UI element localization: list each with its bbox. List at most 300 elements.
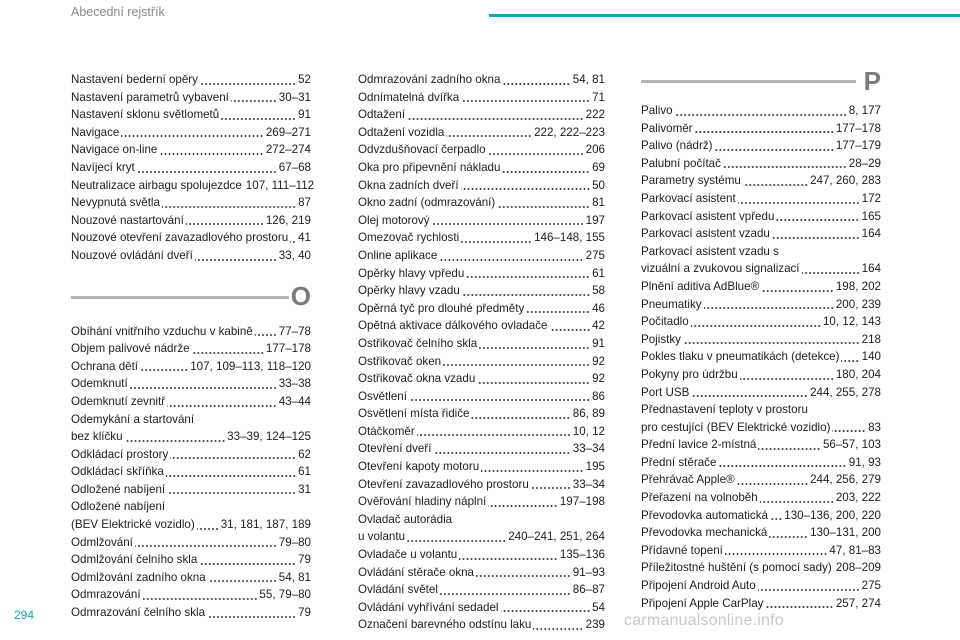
index-entry-pages: 218 [861,332,881,346]
dot-leader [255,333,277,337]
index-entry [641,419,881,437]
index-entry-label: Parkovací asistent vpředu [641,209,775,223]
index-entry-pages: 41 [298,231,311,245]
index-entry-label: Plnění aditiva AdBlue® [641,279,760,293]
dot-leader [743,183,808,187]
section-header-o [71,279,311,323]
section-rule [71,296,289,299]
index-entry-heading: Ovladač autorádia [358,512,453,526]
index-entry-pages: 10, 12, 143 [822,315,881,329]
index-entry-pages: 86 [592,389,605,403]
dot-leader [197,527,219,531]
index-entry [641,471,881,489]
index-entry-pages: 126, 219 [265,213,311,227]
index-entry-label: Odemknutí [71,377,128,391]
index-entry-label: Odtažení [358,108,406,122]
index-entry-label: Nastavení parametrů vybavení [71,90,229,104]
index-entry-label: Opěrná tyč pro dlouhé předměty [358,301,525,315]
dot-leader [533,627,583,631]
dot-leader [695,130,834,134]
index-entry-pages: 62 [298,447,311,461]
header-accent-bar [489,14,960,17]
index-entry-pages: 269–271 [265,125,311,139]
index-entry-label: Pojistky [641,332,681,346]
index-entry [641,436,881,454]
dot-leader [477,381,590,385]
index-entry-label: Odkládací skříňka [71,465,164,479]
index-entry-label: Nastavení bederní opěry [71,73,198,86]
dot-leader [162,205,296,209]
index-entry [71,551,311,569]
dot-leader [432,222,584,226]
index-entry-label: Odnímatelná dvířka [358,90,460,104]
index-entry-pages: 61 [592,266,605,280]
index-entry-pages: 86, 89 [572,407,605,421]
index-entry-label: Parkovací asistent vzadu [641,227,770,241]
index-entry-label: Odložené nabíjení [71,482,166,496]
index-entry-label: vizuální a zvukovou signalizací [641,262,800,276]
index-entry-pages: 198, 202 [835,279,881,293]
index-entry-label: Připojení Apple CarPlay [641,596,764,610]
index-entry-label: bez klíčku [71,430,123,444]
index-entry-label: Parkovací asistent [641,191,736,205]
index-entry [71,106,311,124]
section-header-p [641,66,881,100]
index-entry-label: Odmlžování zadního okna [71,570,206,584]
index-list-o [71,323,311,622]
dot-leader [439,258,583,262]
index-entry-pages: 197 [585,213,605,227]
index-entry [641,102,881,120]
index-entry [71,229,311,247]
index-entry-pages: 257, 274 [835,596,881,610]
index-entry [358,265,605,283]
index-entry-label: Příležitostné huštění (s pomocí sady) [641,561,832,575]
index-entry-heading: Odemykání a startování [71,412,195,426]
index-entry-pages: 222 [585,108,605,122]
index-entry-label: Ovládání vyhřívání sedadel [358,600,499,614]
index-list-n [71,71,315,265]
index-entry-pages: 46 [592,301,605,315]
index-entry-label: Přehrávač Apple® [641,473,735,487]
index-entry-label: Neutralizace airbagu spolujezdce [71,178,242,192]
index-entry [71,534,311,552]
index-entry [358,247,605,265]
index-entry-pages: 33–34 [572,442,605,456]
index-entry-pages: 33–39, 124–125 [227,430,311,444]
index-entry [358,89,605,107]
index-entry-label: Port USB [641,385,690,399]
index-entry [358,71,605,89]
dot-leader [758,447,821,451]
index-entry-label: Otevření dveří [358,442,432,456]
index-entry-pages: 164 [861,227,881,241]
index-entry-label: Otevření kapoty motoru [358,460,480,474]
index-entry-pages: 244, 256, 279 [810,473,881,487]
dot-leader [290,240,296,244]
index-entry-label: Odmlžování čelního skla [71,553,198,567]
index-entry-pages: 54, 81 [278,570,311,584]
index-entry-label: Parametry systému [641,174,741,188]
index-entry [358,300,605,318]
index-entry-pages: 69 [592,160,605,174]
index-entry [71,71,311,89]
dot-leader [167,491,296,495]
dot-leader [723,165,847,169]
dot-leader [715,148,834,152]
index-entry [71,586,311,604]
index-entry [358,528,605,546]
dot-leader [166,474,296,478]
index-entry [358,124,605,142]
dot-leader [479,346,590,350]
index-entry-pages: 81 [592,196,605,210]
index-entry-pages: 177–178 [835,121,881,135]
index-entry-pages: 91, 93 [848,455,881,469]
index-entry-pages: 130–136, 200, 220 [784,508,881,522]
index-entry-pages: 135–136 [559,548,605,562]
index-entry [641,577,881,595]
index-entry-pages: 91–93 [572,565,605,579]
index-entry [641,313,881,331]
index-entry-label: Odtažení vozidla [358,125,445,139]
index-entry-label: Omezovač rychlosti [358,231,460,245]
dot-leader [471,416,570,420]
dot-leader [725,552,828,556]
index-entry [641,120,881,138]
dot-leader [718,464,846,468]
index-entry [641,208,881,226]
dot-leader [802,271,860,275]
dot-leader [461,240,532,244]
index-entry-pages: 54 [592,600,605,614]
dot-leader [683,341,860,345]
index-entry-pages: 55, 79–80 [259,588,311,602]
index-entry [358,212,605,230]
dot-leader [776,218,859,222]
dot-leader [417,433,571,437]
index-entry-pages: 240–241, 251, 264 [508,530,605,544]
dot-leader [691,324,821,328]
index-entry-pages: 33–38 [278,377,311,391]
dot-leader [143,597,258,601]
index-entry-label: Obíhání vnitřního vzduchu v kabině [71,324,253,338]
index-entry-pages: 30–31 [278,90,311,104]
index-entry [641,366,881,384]
index-entry-label: Opěrky hlavy vpředu [358,266,465,280]
index-entry-pages: 31, 181, 187, 189 [220,518,311,532]
dot-leader [481,469,584,473]
dot-leader [199,562,296,566]
dot-leader [125,439,226,443]
dot-leader [440,592,571,596]
index-entry [358,141,605,159]
dot-leader [170,456,296,460]
index-entry-label: Otáčkoměr [358,424,415,438]
index-entry [641,190,881,208]
index-entry [358,159,605,177]
index-entry-pages: 86–87 [572,583,605,597]
index-entry [358,581,605,599]
index-entry-label: Palivo [641,104,673,117]
index-entry-pages: 50 [592,178,605,192]
index-entry-label: Palivoměr [641,121,693,135]
index-entry-label: Okno zadní (odmrazování) [358,196,496,210]
dot-leader [192,351,264,355]
dot-leader [121,134,264,138]
index-entry-label: Ostřikovač oken [358,354,442,368]
index-entry-pages: 91 [592,336,605,350]
index-column-1 [71,71,315,622]
dot-leader [221,117,296,121]
index-entry-label: Osvětlení místa řidiče [358,407,470,421]
dot-leader [740,377,834,381]
index-entry [358,493,605,511]
index-entry [71,358,311,376]
section-rule [641,80,856,83]
index-entry-pages: 77–78 [278,324,311,338]
dot-leader [130,386,277,390]
dot-leader [758,588,860,592]
index-entry-label: Ochrana dětí [71,359,139,373]
index-entry-pages: 83 [868,420,881,434]
index-entry [358,335,605,353]
dot-leader [476,574,571,578]
index-entry [71,247,311,265]
index-entry-label: Navigace on-line [71,143,158,157]
index-entry-pages: 52 [298,73,311,86]
index-entry-label: Ostřikovač okna vzadu [358,372,476,386]
index-entry [71,177,315,195]
index-entry-pages: 239 [585,618,605,632]
index-entry [641,137,881,155]
index-entry-label: Ovladače u volantu [358,548,458,562]
index-entry [358,599,605,617]
index-entry-pages: 87 [298,196,311,210]
index-entry-label: Pokles tlaku v pneumatikách (detekce) [641,350,840,364]
index-entry [358,388,605,406]
index-entry [641,260,881,278]
section-letter-o: O [290,280,311,311]
index-entry-label: Připojení Android Auto [641,579,756,593]
index-entry [71,124,311,142]
index-entry [71,446,311,464]
index-entry-pages: 28–29 [848,156,881,170]
index-entry-pages: 165 [861,209,881,223]
dot-leader [135,544,277,548]
index-entry-pages: 275 [861,579,881,593]
index-entry-pages: 172 [861,191,881,205]
index-entry-heading: Odložené nabíjení [71,500,166,514]
index-entry-label: Odmrazování zadního okna [358,73,501,86]
index-entry-label: Odkládací prostory [71,447,169,461]
index-entry-label: Přední lavice 2-místná [641,438,757,452]
index-entry [641,524,881,542]
index-entry-label: Odemknutí zevnitř [71,394,166,408]
index-entry-pages: 92 [592,354,605,368]
index-entry [71,428,311,446]
dot-leader [550,328,591,332]
index-entry [71,89,311,107]
index-entry-pages: 42 [592,319,605,333]
dot-leader [409,398,590,402]
index-entry-pages: 222, 222–223 [534,125,605,139]
index-entry-label: Palubní počítač [641,156,721,170]
index-entry-label: Odmrazování čelního skla [71,606,206,620]
index-entry-pages: 164 [861,262,881,276]
index-entry-pages: 275 [585,248,605,262]
index-entry-label: Nevypnutá světla [71,196,160,210]
index-entry [641,296,881,314]
index-entry-label: Osvětlení [358,389,407,403]
index-entry-label: Otevření zavazadlového prostoru [358,477,529,491]
dot-leader [502,82,570,86]
index-entry-label: Ostřikovač čelního skla [358,336,478,350]
index-entry-pages: 43–44 [278,394,311,408]
index-entry [641,384,881,402]
index-entry [358,106,605,124]
index-entry [641,155,881,173]
index-entry-pages: 33–34 [572,477,605,491]
index-entry [641,454,881,472]
index-entry [641,595,881,613]
index-entry [641,559,881,577]
index-entry-pages: 54, 81 [572,73,605,86]
dot-leader [407,539,506,543]
dot-leader [841,359,859,363]
dot-leader [832,429,866,433]
index-entry-pages: 10, 12 [572,424,605,438]
index-entry [71,393,311,411]
index-entry [71,604,311,622]
index-entry-label: Nouzové otevření zavazadlového prostoru [71,231,289,245]
dot-leader [231,99,277,103]
index-entry-label: Odmrazování [71,588,141,602]
index-entry-label: Převodovka automatická [641,508,768,522]
index-entry-pages: 140 [861,350,881,364]
dot-leader [140,368,188,372]
page-number: 294 [14,608,35,622]
index-entry-label: (BEV Elektrické vozidlo) [71,518,195,532]
dot-leader [501,609,591,613]
index-entry [358,229,605,247]
index-entry-label: Navigace [71,125,120,139]
index-entry [358,546,605,564]
index-entry-label: Nouzové nastartování [71,213,184,227]
index-entry-label: Nouzové ovládání dveří [71,248,193,262]
index-entry [71,141,311,159]
index-entry-pages: 47, 81–83 [829,543,881,557]
index-entry-label: Okna zadních dveří [358,178,459,192]
index-entry-label: Olej motorový [358,213,430,227]
dot-leader [466,275,590,279]
index-entry-label: Palivo (nádrž) [641,139,713,153]
index-entry-pages: 92 [592,372,605,386]
index-entry-label: Ovládání světel [358,583,438,597]
index-entry-label: Oka pro připevnění nákladu [358,160,501,174]
index-entry-pages: 33, 40 [278,248,311,262]
section-letter-p: P [863,66,881,96]
dot-leader [488,152,584,156]
index-entry-label: Převodovka mechanická [641,526,768,540]
index-entry-pages: 146–148, 155 [534,231,605,245]
index-column-2 [358,71,605,634]
dot-leader [208,579,277,583]
dot-leader [207,615,296,619]
index-column-3 [641,102,881,612]
index-entry-label: u volantu [358,530,406,544]
index-entry-label: pro cestující (BEV Elektrické vozidlo) [641,420,831,434]
dot-leader [462,293,590,297]
index-entry-pages: 71 [592,90,605,104]
dot-leader [531,486,571,490]
index-entry-label: Pneumatiky [641,297,702,311]
dot-leader [737,482,808,486]
index-entry [71,323,311,341]
index-entry [358,440,605,458]
dot-leader [769,535,808,539]
index-entry-pages: 180, 204 [835,367,881,381]
index-entry-pages: 203, 222 [835,491,881,505]
index-entry-pages: 8, 177 [848,104,881,117]
dot-leader [760,500,834,504]
index-entry [358,564,605,582]
dot-leader [738,201,860,205]
index-entry [641,278,881,296]
index-entry-label: Opětná aktivace dálkového ovladače [358,319,548,333]
index-entry [71,194,311,212]
index-entry [358,317,605,335]
index-entry-pages: 208–209 [835,561,881,575]
dot-leader [433,451,570,455]
dot-leader [186,222,264,226]
index-entry [641,172,881,190]
index-entry-label: Přední stěrače [641,455,717,469]
index-entry [71,481,311,499]
index-entry [358,616,605,634]
index-entry-pages: 107, 111–112 [245,178,315,192]
dot-leader [770,517,782,521]
index-entry-pages: 247, 260, 283 [810,174,881,188]
index-entry [358,282,605,300]
index-entry-label: Odmlžování [71,535,133,549]
index-entry-label: Opěrky hlavy vzadu [358,284,460,298]
index-entry [71,569,311,587]
index-entry-label: Objem palivové nádrže [71,342,190,356]
index-entry [641,348,881,366]
index-entry [358,476,605,494]
dot-leader [167,404,277,408]
page-header-title: Abecední rejstřík [71,5,165,19]
index-entry-pages: 67–68 [278,160,311,174]
index-entry-pages: 206 [585,143,605,157]
index-entry-label: Navíjecí kryt [71,160,135,174]
index-entry [358,177,605,195]
index-entry-pages: 177–178 [265,342,311,356]
index-entry [71,159,311,177]
dot-leader [497,205,590,209]
index-entry [358,405,605,423]
index-entry-pages: 61 [298,465,311,479]
dot-leader [159,152,264,156]
index-entry [358,423,605,441]
index-entry [358,458,605,476]
index-entry-pages: 56–57, 103 [822,438,881,452]
dot-leader [461,187,591,191]
index-entry-pages: 244, 255, 278 [810,385,881,399]
index-entry-label: Označení barevného odstínu laku [358,618,532,632]
index-entry-label: Přídavné topení [641,543,723,557]
